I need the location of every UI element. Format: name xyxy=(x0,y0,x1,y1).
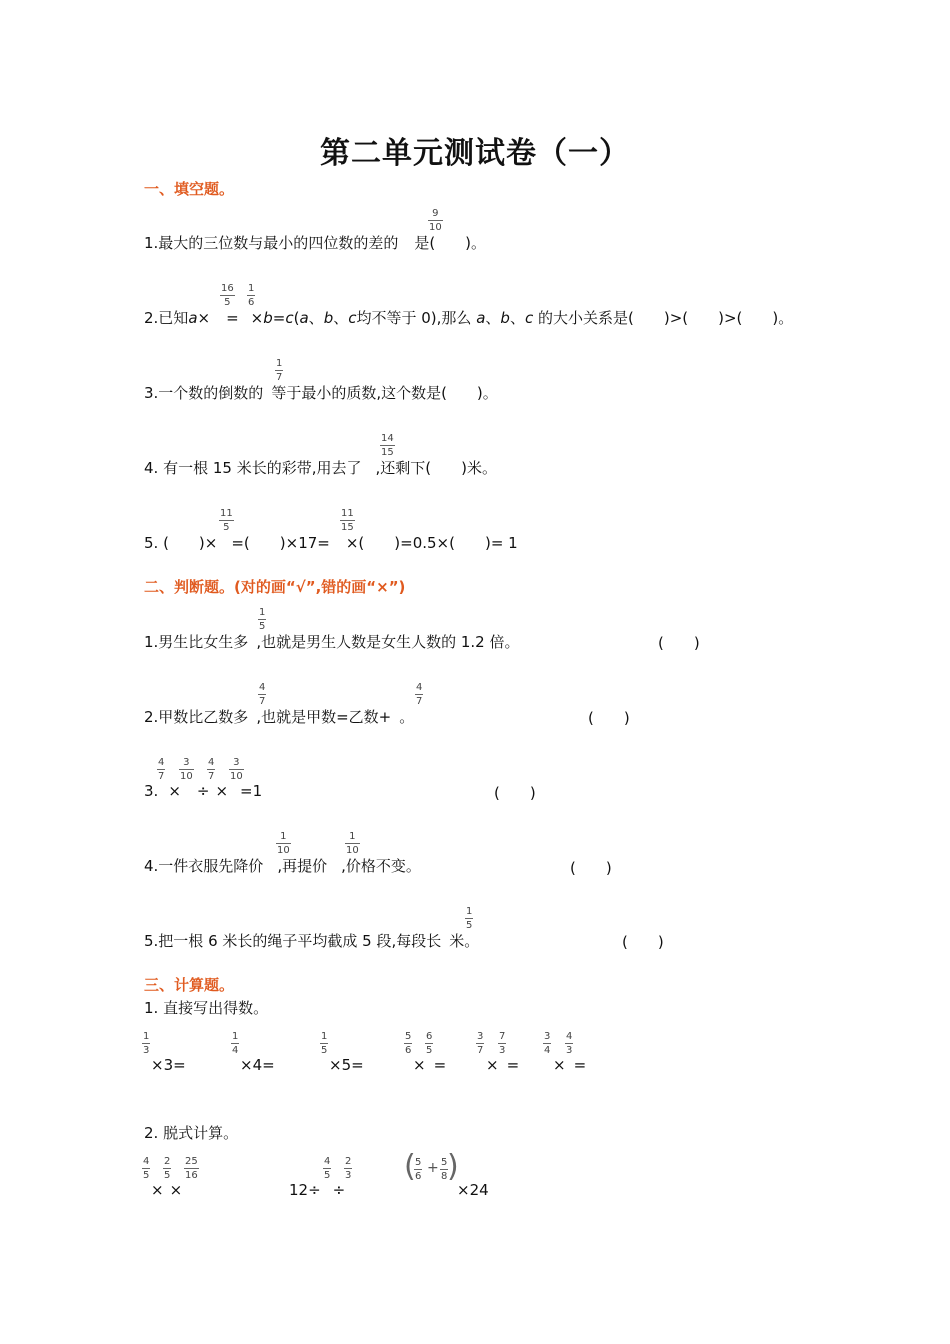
fraction: 1 10 xyxy=(277,831,290,856)
plus-sign: + xyxy=(427,1160,439,1176)
question-text: 是( )。 xyxy=(414,234,487,252)
fraction: 4 5 xyxy=(324,1156,331,1181)
fraction: 1 6 xyxy=(248,283,255,308)
fraction: 1 3 xyxy=(143,1031,150,1056)
question-text: 1.最大的三位数与最小的四位数的差的 xyxy=(144,234,399,252)
fraction: 7 3 xyxy=(499,1031,506,1056)
section-heading-judge: 二、判断题。(对的画“√”,错的画“×”) xyxy=(144,578,406,596)
fill-question-4: 4. 有一根 15 米长的彩带,用去了 ,还剩下( )米。 xyxy=(144,459,497,477)
judge-question-1: 1.男生比女生多 ,也就是男生人数是女生人数的 1.2 倍。 xyxy=(144,633,520,651)
fraction: 1 7 xyxy=(276,358,283,383)
fraction: 1 5 xyxy=(259,607,266,632)
answer-paren[interactable]: ( ) xyxy=(588,709,630,727)
section-heading-calc: 三、计算题。 xyxy=(144,976,235,994)
fraction: 4 5 xyxy=(143,1156,150,1181)
judge-question-3: 3. × ÷ × =1 xyxy=(144,782,263,800)
calc-subheading-steps: 2. 脱式计算。 xyxy=(144,1124,239,1142)
page-title: 第二单元测试卷（一） xyxy=(320,136,630,171)
fraction: 2 3 xyxy=(345,1156,352,1181)
fraction: 5 6 xyxy=(415,1157,422,1182)
direct-calc-item: ×4= xyxy=(240,1056,275,1074)
fraction: 1 10 xyxy=(346,831,359,856)
fraction: 3 4 xyxy=(544,1031,551,1056)
fraction: 25 16 xyxy=(185,1156,198,1181)
answer-paren[interactable]: ( ) xyxy=(570,859,612,877)
fraction: 3 10 xyxy=(180,757,193,782)
direct-calc-item: ×3= xyxy=(151,1056,186,1074)
fraction: 16 5 xyxy=(221,283,234,308)
step-calc-expression: × × xyxy=(151,1181,183,1199)
fraction: 3 7 xyxy=(477,1031,484,1056)
fraction: 5 8 xyxy=(441,1157,448,1182)
answer-paren[interactable]: ( ) xyxy=(622,933,664,951)
judge-question-2: 2.甲数比乙数多 ,也就是甲数=乙数+ 。 xyxy=(144,708,415,726)
left-paren: ( xyxy=(404,1149,416,1184)
answer-paren[interactable]: ( ) xyxy=(658,634,700,652)
fraction: 9 10 xyxy=(429,208,442,233)
direct-calc-item: × = xyxy=(486,1056,520,1074)
fill-question-5: 5. ( )× =( )×17= ×( )=0.5×( )= 1 xyxy=(144,534,518,552)
fraction: 4 7 xyxy=(416,682,423,707)
direct-calc-item: × = xyxy=(553,1056,587,1074)
fraction: 5 6 xyxy=(405,1031,412,1056)
direct-calc-item: × = xyxy=(413,1056,447,1074)
fill-question-1 xyxy=(144,232,486,254)
calc-subheading-direct: 1. 直接写出得数。 xyxy=(144,999,269,1017)
judge-question-4: 4.一件衣服先降价 ,再提价 ,价格不变。 xyxy=(144,857,421,875)
fraction: 4 7 xyxy=(259,682,266,707)
fraction: 14 15 xyxy=(381,433,394,458)
fraction: 6 5 xyxy=(426,1031,433,1056)
fraction: 1 5 xyxy=(466,906,473,931)
fraction: 3 10 xyxy=(230,757,243,782)
fraction: 1 5 xyxy=(321,1031,328,1056)
fill-question-3: 3.一个数的倒数的 等于最小的质数,这个数是( )。 xyxy=(144,384,498,402)
judge-question-5: 5.把一根 6 米长的绳子平均截成 5 段,每段长 米。 xyxy=(144,932,480,950)
fraction: 4 7 xyxy=(158,757,165,782)
fill-question-2: 2.已知a× = ×b=c(a、b、c均不等于 0),那么 a、b、c 的大小关系是( )>( )>( )。 xyxy=(144,309,794,327)
right-paren: ) xyxy=(447,1149,459,1184)
step-calc-expression: ×24 xyxy=(457,1181,489,1199)
answer-paren[interactable]: ( ) xyxy=(494,784,536,802)
fraction: 2 5 xyxy=(164,1156,171,1181)
step-calc-expression: 12÷ ÷ xyxy=(289,1181,346,1199)
section-heading-fill: 一、填空题。 xyxy=(144,180,235,198)
fraction: 11 5 xyxy=(220,508,233,533)
fraction: 1 4 xyxy=(232,1031,239,1056)
direct-calc-item: ×5= xyxy=(329,1056,364,1074)
fraction: 4 7 xyxy=(208,757,215,782)
fraction: 11 15 xyxy=(341,508,354,533)
fraction: 4 3 xyxy=(566,1031,573,1056)
